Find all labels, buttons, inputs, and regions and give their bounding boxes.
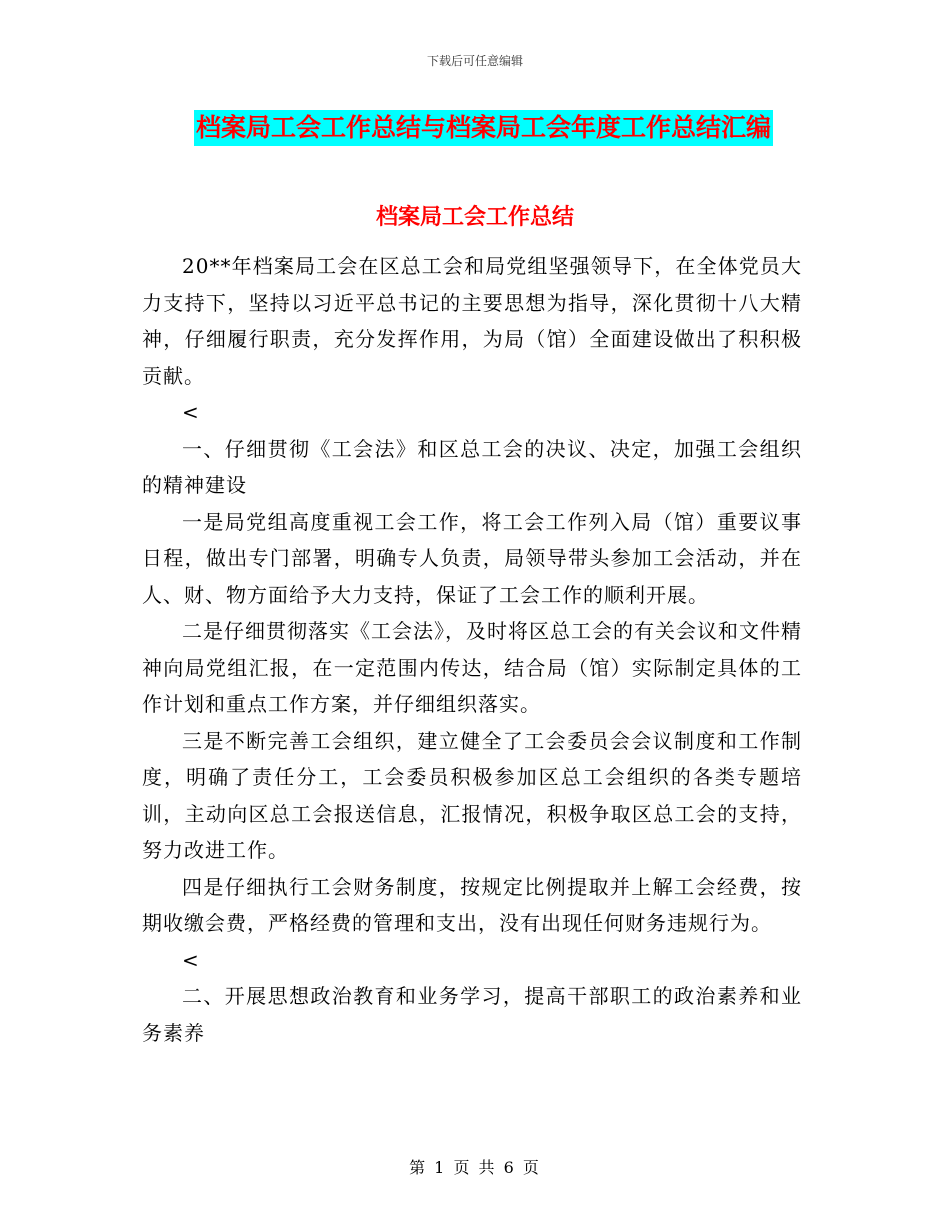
document-body bbox=[142, 248, 802, 1051]
paragraph: 二是仔细贯彻落实《工会法》，及时将区总工会的有关会议和文件精神向局党组汇报，在一定范围内传达，结合局（馆）实际制定具体的工作计划和重点工作方案，并仔细组织落实。 bbox=[142, 619, 802, 716]
page-number: 第 1 页 共 6 页 bbox=[409, 1158, 541, 1177]
paragraph: < bbox=[182, 947, 200, 972]
paragraph: 三是不断完善工会组织，建立健全了工会委员会会议制度和工作制度，明确了责任分工，工会委员积极参加区总工会组织的各类专题培训，主动向区总工会报送信息，汇报情况，积极争取区总工会的支持，努力改进工作。 bbox=[142, 728, 802, 862]
paragraph: 一是局党组高度重视工会工作，将工会工作列入局（馆）重要议事日程，做出专门部署，明确专人负责，局领导带头参加工会活动，并在人、财、物方面给予大力支持，保证了工会工作的顺利开展。 bbox=[142, 509, 802, 607]
header-note: 下载后可任意编辑 bbox=[426, 54, 523, 68]
section-title: 档案局工会工作总结 bbox=[375, 205, 574, 230]
paragraph: 四是仔细执行工会财务制度，按规定比例提取并上解工会经费，按期收缴会费，严格经费的管理和支出，没有出现任何财务违规行为。 bbox=[142, 874, 802, 935]
document-title: 档案局工会工作总结与档案局工会年度工作总结汇编 bbox=[194, 110, 773, 146]
paragraph: < bbox=[182, 400, 200, 424]
paragraph: 一、仔细贯彻《工会法》和区总工会的决议、决定，加强工会组织的精神建设 bbox=[142, 436, 802, 497]
paragraph: 二、开展思想政治教育和业务学习，提高干部职工的政治素养和业务素养 bbox=[142, 984, 802, 1045]
paragraph: 20**年档案局工会在区总工会和局党组坚强领导下，在全体党员大力支持下，坚持以习近平总书记的主要思想为指导，深化贯彻十八大精神，仔细履行职责，充分发挥作用，为局（馆）全面建设做出了积积极贡献。 bbox=[142, 254, 802, 388]
